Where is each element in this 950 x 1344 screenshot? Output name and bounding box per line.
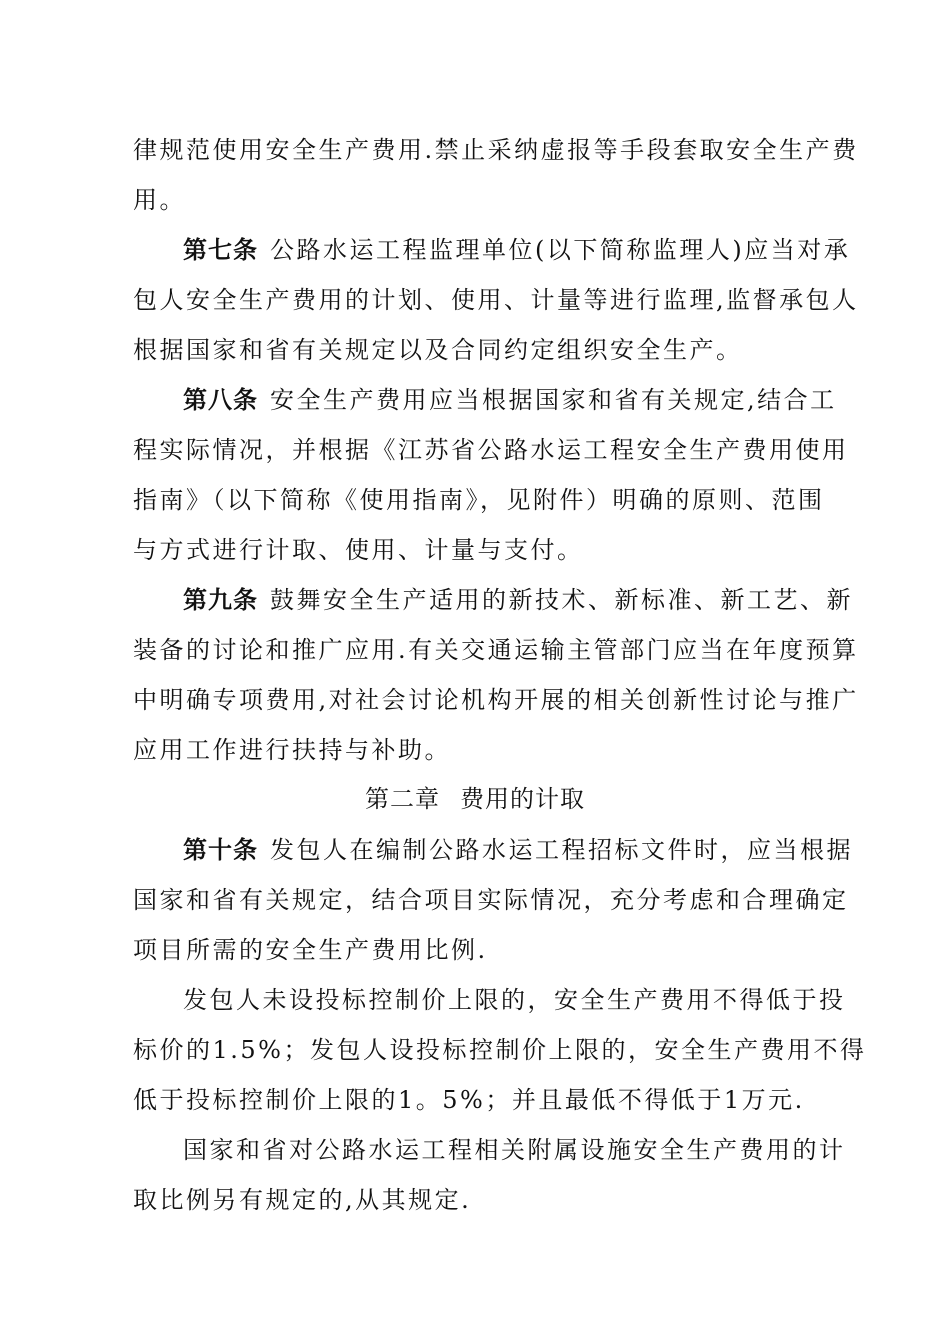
article-7-label: 第七条 [183, 235, 258, 264]
chapter-number: 第二章 [365, 785, 440, 813]
text-line: 用。 [133, 186, 186, 214]
article-7-paragraph [183, 235, 851, 265]
text-line: 取比例另有规定的,从其规定. [133, 1186, 472, 1214]
text-line: 装备的讨论和推广应用.有关交通运输主管部门应当在年度预算 [133, 636, 859, 664]
text-line: 国家和省对公路水运工程相关附属设施安全生产费用的计 [183, 1136, 846, 1164]
text-line: 包人安全生产费用的计划、使用、计量等进行监理,监督承包人 [133, 286, 859, 314]
text-line: 程实际情况，并根据《江苏省公路水运工程安全生产费用使用 [133, 436, 849, 464]
text-line: 安全生产费用应当根据国家和省有关规定,结合工 [270, 386, 837, 414]
text-line: 国家和省有关规定，结合项目实际情况，充分考虑和合理确定 [133, 886, 849, 914]
text-line: 低于投标控制价上限的1。5%；并且最低不得低于1万元. [133, 1086, 805, 1114]
chapter-title: 费用的计取 [460, 785, 585, 813]
text-line: 项目所需的安全生产费用比例. [133, 936, 488, 964]
text-line: 律规范使用安全生产费用.禁止采纳虚报等手段套取安全生产费 [133, 136, 859, 164]
article-9-paragraph [183, 585, 853, 615]
text-line: 鼓舞安全生产适用的新技术、新标准、新工艺、新 [270, 586, 853, 614]
text-line: 标价的1.5%；发包人设投标控制价上限的，安全生产费用不得 [133, 1036, 867, 1064]
text-line: 发包人未设投标控制价上限的，安全生产费用不得低于投 [183, 986, 846, 1014]
text-line: 中明确专项费用,对社会讨论机构开展的相关创新性讨论与推广 [133, 686, 859, 714]
text-line: 根据国家和省有关规定以及合同约定组织安全生产。 [133, 336, 743, 364]
article-8-label: 第八条 [183, 385, 258, 414]
text-line: 发包人在编制公路水运工程招标文件时，应当根据 [270, 836, 853, 864]
article-8-paragraph [183, 385, 837, 415]
article-9-label: 第九条 [183, 585, 258, 614]
article-10-paragraph [183, 835, 853, 865]
article-10-label: 第十条 [183, 835, 258, 864]
text-line: 公路水运工程监理单位(以下简称监理人)应当对承 [270, 236, 851, 264]
text-line: 与方式进行计取、使用、计量与支付。 [133, 536, 584, 564]
text-line: 指南》（以下简称《使用指南》，见附件）明确的原则、范围 [133, 486, 825, 514]
text-line: 应用工作进行扶持与补助。 [133, 736, 451, 764]
chapter-heading [0, 784, 950, 814]
